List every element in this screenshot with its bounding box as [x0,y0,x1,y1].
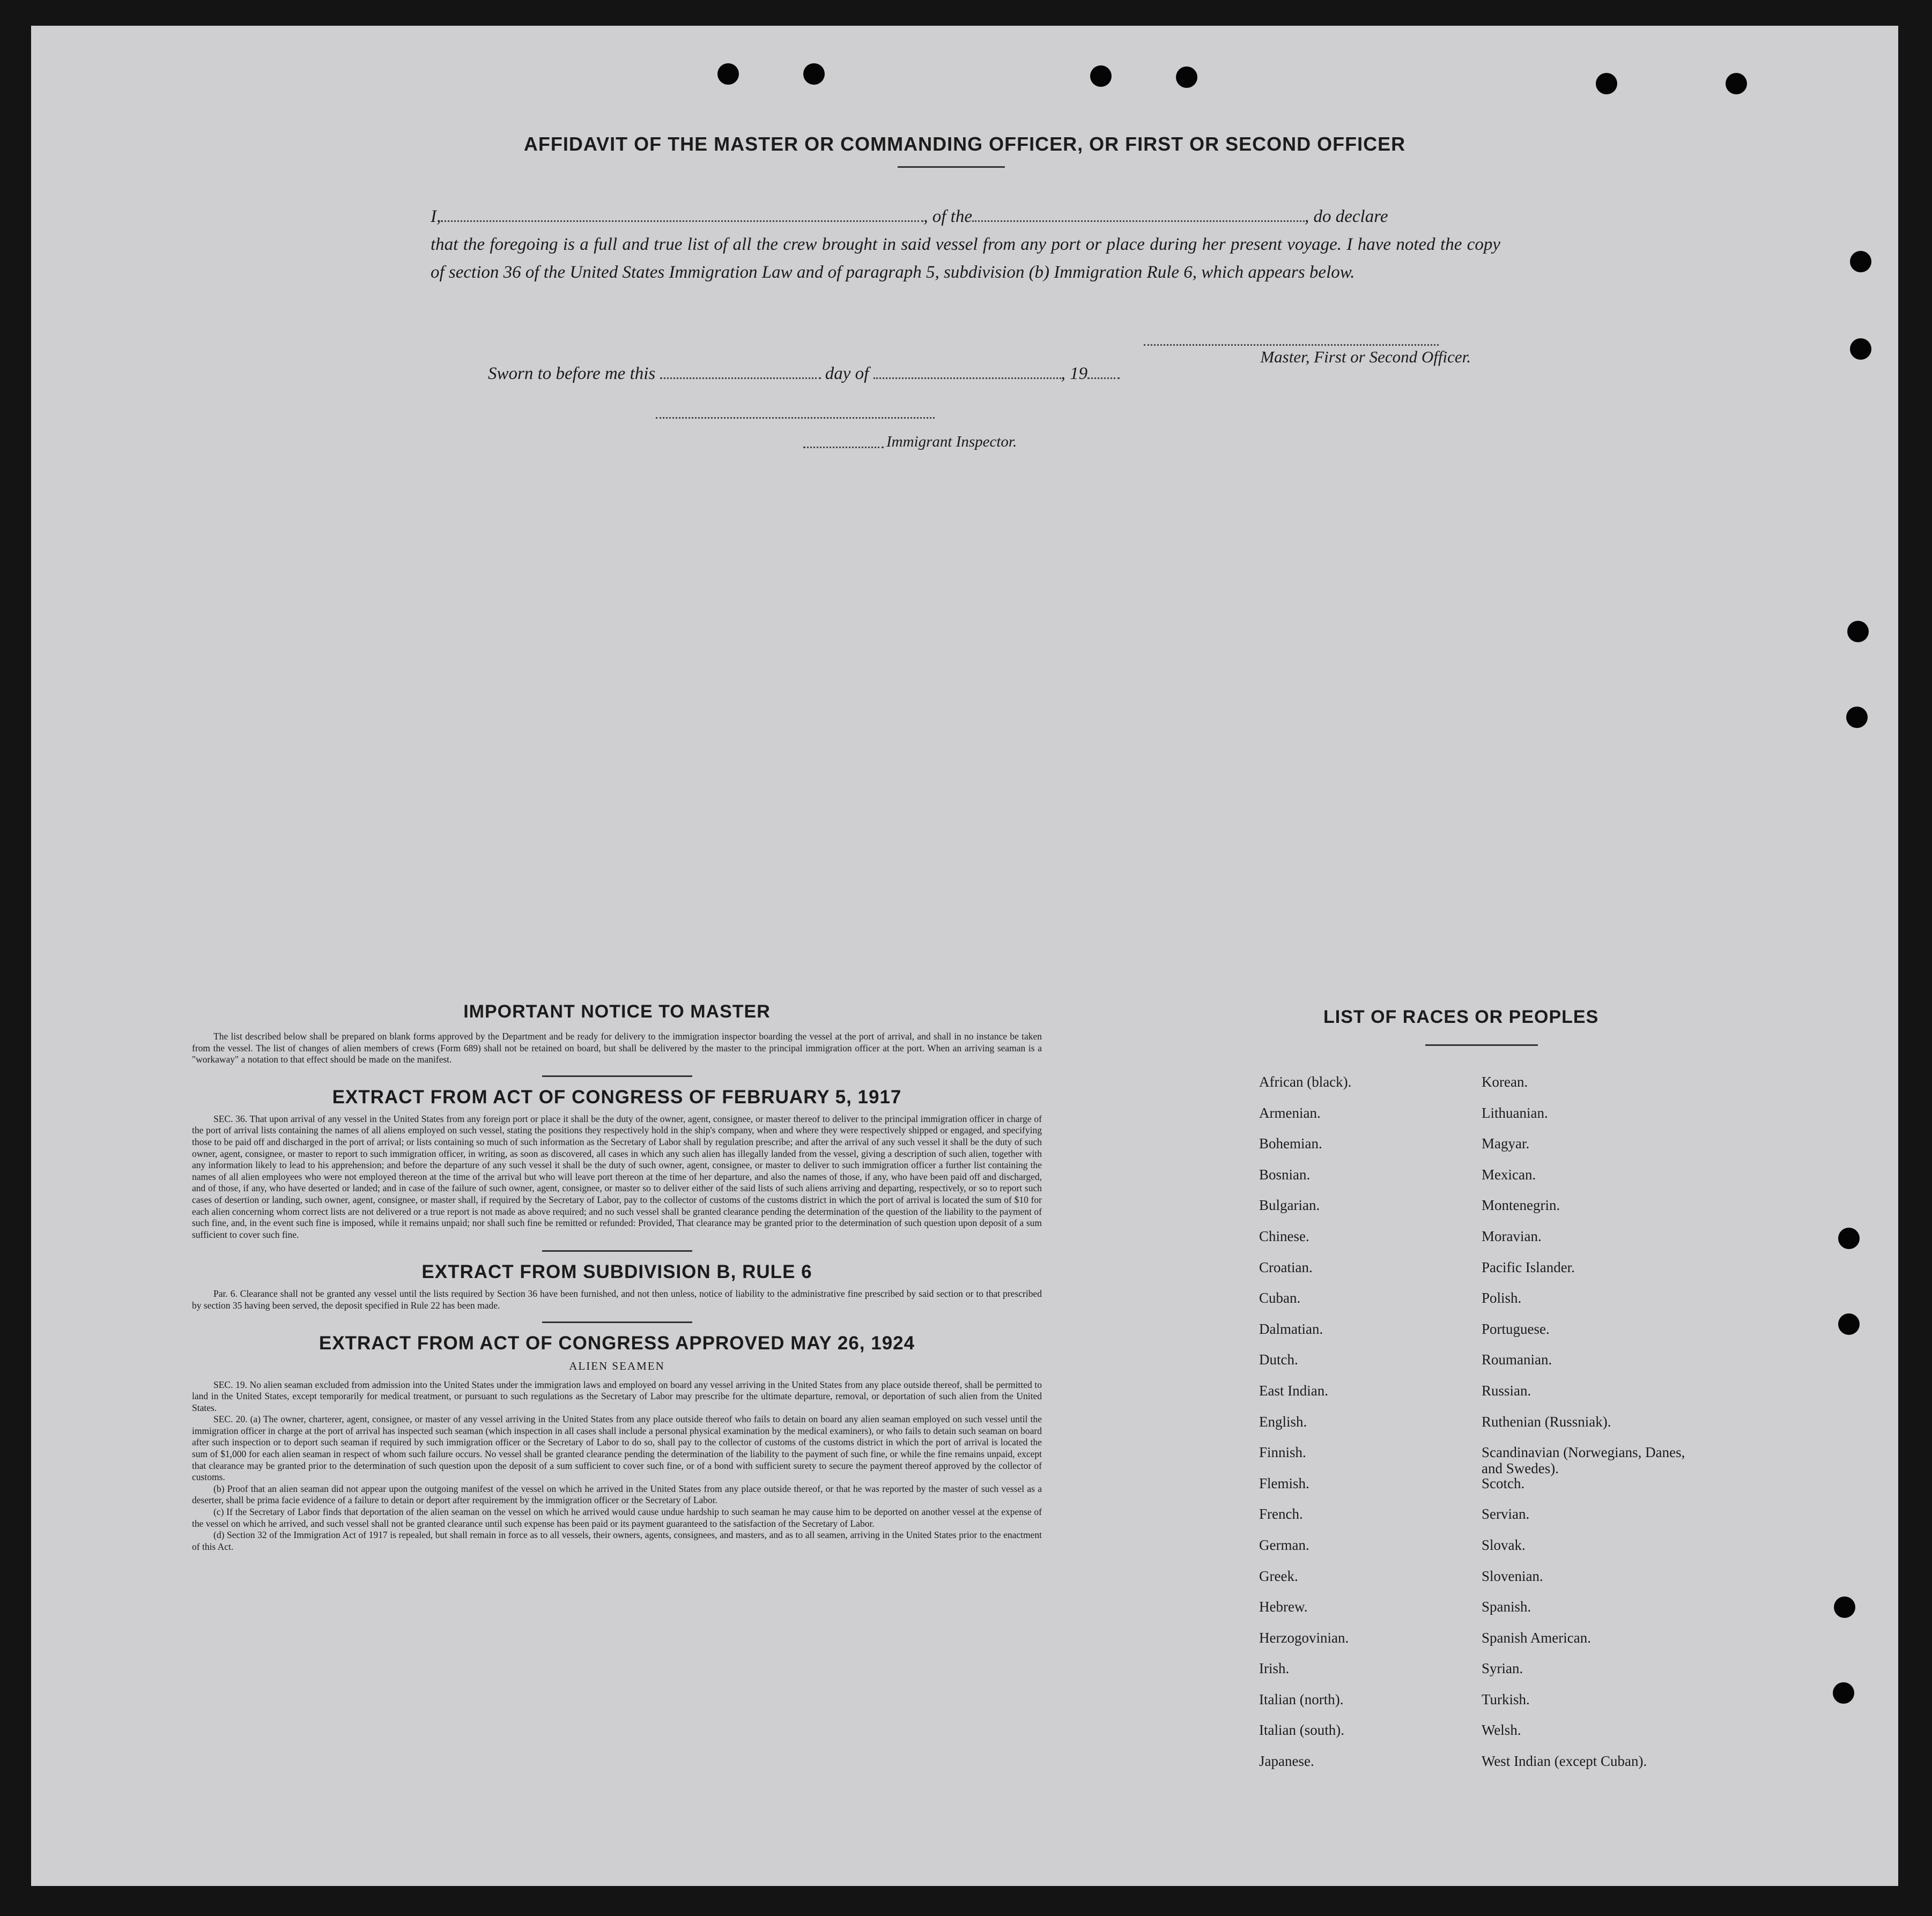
race-item: Hebrew. [1259,1599,1308,1615]
race-item: Bulgarian. [1259,1197,1320,1214]
notices-section [192,1001,1042,1553]
race-item: African (black). [1259,1074,1352,1090]
day-of-label: day of [825,364,869,383]
punch-hole [1176,66,1197,88]
race-item: Bosnian. [1259,1166,1311,1183]
affidavit-text: that the foregoing is a full and true list of all the crew brought in said vessel from any port or place during her present voyage. I have noted the copy of section 36 of the United States Immigration Law and of paragraph 5, subdivision (b) Immigration Rule 6, which appears below. [431,235,1500,282]
race-item: Dalmatian. [1259,1320,1323,1337]
punch-hole [1850,251,1871,272]
race-item: Roumanian. [1482,1351,1552,1368]
races-right-column [1482,1074,1707,1784]
extract-1917-text: SEC. 36. That upon arrival of any vessel in the United States from any foreign port or place it shall be the duty of the owner, agent, consignee, or master thereof to deliver to the principal immigration officer in charge of the port of arrival lists containing the names of all aliens employed on such vessel, stating the positions they respectively hold in the ship's company, when and where they were respectively shipped or engaged, and specifying those to be paid off and discharged in the port of arrival; or lists containing so much of such information as the Secretary of Labor shall by regulation prescribe; and after the arrival of any such vessel it shall be the duty of such owner, agent, consignee, or master to report to such immigration officer, in writing, as soon as discovered, all cases in which any such alien has illegally landed from the vessel, giving a description of such alien, together with any information likely to lead to his apprehension; and before the departure of any such vessel it shall be the duty of such owner, agent, consignee, or master to deliver to such immigration officer a further list containing the names of all alien employees who were not employed thereon at the time of the arrival but who will leave port thereon at the time of her departure, and also the names of those, if any, who have been paid off and discharged, and of those, if any, who have deserted or landed; and in case of the failure of such owner, agent, consignee, or master so to deliver either of the said lists of such aliens arriving and departing, respectively, or so to report such cases of desertion or landing, such owner, agent, consignee, or master shall, if required by the Secretary of Labor, pay to the collector of customs of the customs district in which the port of arrival is located the sum of $10 for each alien concerning whom correct lists are not delivered or a true report is not made as above required; and no such vessel shall be granted clearance pending the determination of the question of the liability to the payment of such fine, and, in the event such fine is imposed, while it remains unpaid; nor shall such fine be remitted or refunded: Provided, That clearance may be granted prior to the determination of such question upon deposit of a sum sufficient to cover such fine. [192,1113,1042,1240]
race-item: French. [1259,1506,1303,1523]
race-item: Greek. [1259,1568,1298,1584]
punch-hole [1846,707,1868,728]
race-item: Syrian. [1482,1660,1523,1677]
notice-title: IMPORTANT NOTICE TO MASTER [463,1001,771,1022]
title-divider [898,166,1005,168]
race-item: West Indian (except Cuban). [1482,1753,1647,1770]
inspector-dots [803,447,884,448]
race-item: Russian. [1482,1382,1531,1399]
race-item: Slovak. [1482,1536,1526,1553]
race-item: Chinese. [1259,1228,1309,1244]
punch-hole [1833,1682,1854,1704]
race-item: Bohemian. [1259,1135,1322,1152]
race-item: Mexican. [1482,1166,1536,1183]
race-item: Italian (south). [1259,1722,1344,1739]
sworn-label: Sworn to before me this [488,364,656,383]
document-page [31,26,1898,1886]
race-item: Montenegrin. [1482,1197,1560,1214]
race-item: Welsh. [1482,1722,1521,1739]
extract-1924-title: EXTRACT FROM ACT OF CONGRESS APPROVED MAY 26, 1924 [319,1332,915,1354]
master-signature-label: Master, First or Second Officer. [1260,347,1471,366]
punch-hole [803,63,825,85]
inspector-label: Immigrant Inspector. [886,433,1017,450]
affidavit-declaration-line [431,203,1500,231]
race-item: Armenian. [1259,1104,1321,1121]
race-item: Servian. [1482,1506,1530,1523]
race-item: Ruthenian (Russniak). [1482,1413,1611,1430]
section-divider [542,1250,692,1252]
race-item: Scandinavian (Norwegians, Danes, and Swedes). [1482,1444,1685,1477]
race-item: Flemish. [1259,1475,1309,1491]
sec-20c-text: (c) If the Secretary of Labor finds that deportation of the alien seaman on the vessel on which he arrived would cause undue hardship to such seaman he may cause him to be deported on another vessel at the expense of the vessel on which he arrived, and such vessel shall not be granted clearance until such expense has been paid or its payment guaranteed to the satisfaction of the Secretary of Labor. [192,1506,1042,1529]
affidavit-body [431,203,1500,286]
sec-19-text: SEC. 19. No alien seaman excluded from admission into the United States under the immigration laws and employed on board any vessel arriving in the United States from any place outside thereof, shall be permitted to land in the United States, except temporarily for medical treatment, or pursuant to such regulations as the Secretary of Labor may prescribe for the ultimate departure, removal, or deportation of such alien from the United States. [192,1379,1042,1413]
race-item: Herzogovinian. [1259,1629,1349,1646]
rule-6-text: Par. 6. Clearance shall not be granted any vessel until the lists required by Section 36 have been furnished, and not then unless, notice of liability to the administrative fine prescribed by said section or to that prescribed by section 35 having been served, the deposit specified in Rule 22 has been made. [192,1288,1042,1311]
declare-label: , do declare [1304,207,1388,226]
punch-hole [1850,338,1871,360]
race-item: Italian (north). [1259,1691,1344,1707]
race-item: Moravian. [1482,1228,1542,1244]
races-title: LIST OF RACES OR PEOPLES [1323,1007,1599,1027]
inspector-signature-label [886,433,1017,451]
punch-hole [1847,621,1869,642]
race-item: Korean. [1482,1074,1528,1090]
inspector-signature-line [656,417,935,419]
race-item: Portuguese. [1482,1320,1550,1337]
race-item: Cuban. [1259,1290,1301,1306]
alien-seamen-subtitle: ALIEN SEAMEN [569,1359,665,1372]
sworn-year-field [1087,363,1120,379]
sec-20d-text: (d) Section 32 of the Immigration Act of 1917 is repealed, but shall remain in force as to all vessels, their owners, agents, consignees, and masters, and as to all seamen, arriving in the United States prior to the enactment of this Act. [192,1529,1042,1552]
notice-text: The list described below shall be prepared on blank forms approved by the Department and be ready for delivery to the immigration inspector boarding the vessel at the port of arrival, and shall in no instance be taken from the vessel. The list of changes of alien members of crews (Form 689) shall not be retained on board, but shall be delivered by the master to the principal immigration officer at the port. When an arriving seaman is a "workaway" a notation to that effect should be made on the manifest. [192,1031,1042,1065]
sworn-month-field [874,363,1061,379]
vessel-label: , of the [923,207,972,226]
affidavit-title: AFFIDAVIT OF THE MASTER OR COMMANDING OFFICER, OR FIRST OR SECOND OFFICER [523,133,1406,155]
race-item: Finnish. [1259,1444,1306,1461]
sec-20a-text: SEC. 20. (a) The owner, charterer, agent, consignee, or master of any vessel arriving in the United States from any place outside thereof who fails to detain on board any alien seaman employed on such vessel until the immigration officer in charge at the port of arrival has inspected such seaman (which inspection in all cases shall include a personal physical examination by the medical examiners), or who fails to detain such seaman on board after such inspection or to deport such seaman if required by such immigration officer or the Secretary of Labor to do so, shall pay to the collector of customs of the customs district in which the port of arrival is located the sum of $1,000 for each alien seaman in respect of whom such failure occurs. No vessel shall be granted clearance pending the determination of the liability to the payment of such fine, or while the fine remains unpaid, except that clearance may be granted prior to the determination of such question upon the deposit of a sum sufficient to cover such fine, or of a bond with sufficient surety to secure the payment thereof approved by the collector of customs. [192,1414,1042,1483]
race-item: English. [1259,1413,1307,1430]
extract-1917-title: EXTRACT FROM ACT OF CONGRESS OF FEBRUARY 5, 1917 [332,1086,902,1108]
punch-hole [1838,1228,1860,1249]
sec-20b-text: (b) Proof that an alien seaman did not appear upon the outgoing manifest of the vessel on which he arrived in the United States from any place outside thereof, or that he was reported by the master of such vessel as a deserter, shall be prima facie evidence of a failure to detain or deport after requirement by the immigration officer or the Secretary of Labor. [192,1483,1042,1506]
race-item: Polish. [1482,1290,1522,1306]
punch-hole [1090,65,1112,87]
punch-hole [1838,1313,1860,1335]
race-item: East Indian. [1259,1382,1328,1399]
race-item: Scotch. [1482,1475,1525,1491]
punch-hole [1834,1596,1855,1618]
punch-hole [1726,73,1747,94]
punch-hole [717,63,739,85]
sworn-line [488,363,1120,384]
race-item: German. [1259,1536,1309,1553]
race-item: Slovenian. [1482,1568,1543,1584]
race-item: Lithuanian. [1482,1104,1548,1121]
races-left-column [1259,1074,1463,1784]
race-item: Magyar. [1482,1135,1530,1152]
rule-6-title: EXTRACT FROM SUBDIVISION B, RULE 6 [421,1261,812,1283]
vessel-name-field [972,206,1305,222]
sworn-day-field [660,363,821,379]
race-item: Japanese. [1259,1753,1314,1770]
race-item: Spanish American. [1482,1629,1591,1646]
declarant-label: I, [431,207,441,226]
race-item: Turkish. [1482,1691,1530,1707]
punch-hole [1596,73,1617,94]
declarant-name-field [441,206,923,222]
section-divider [542,1321,692,1323]
race-item: Pacific Islander. [1482,1259,1575,1275]
race-item: Dutch. [1259,1351,1298,1368]
race-item: Croatian. [1259,1259,1313,1275]
races-divider [1425,1044,1538,1046]
section-divider [542,1075,692,1077]
race-item: Spanish. [1482,1599,1531,1615]
year-label: , 19 [1061,364,1088,383]
master-signature-line [1144,344,1439,346]
race-item: Irish. [1259,1660,1290,1677]
